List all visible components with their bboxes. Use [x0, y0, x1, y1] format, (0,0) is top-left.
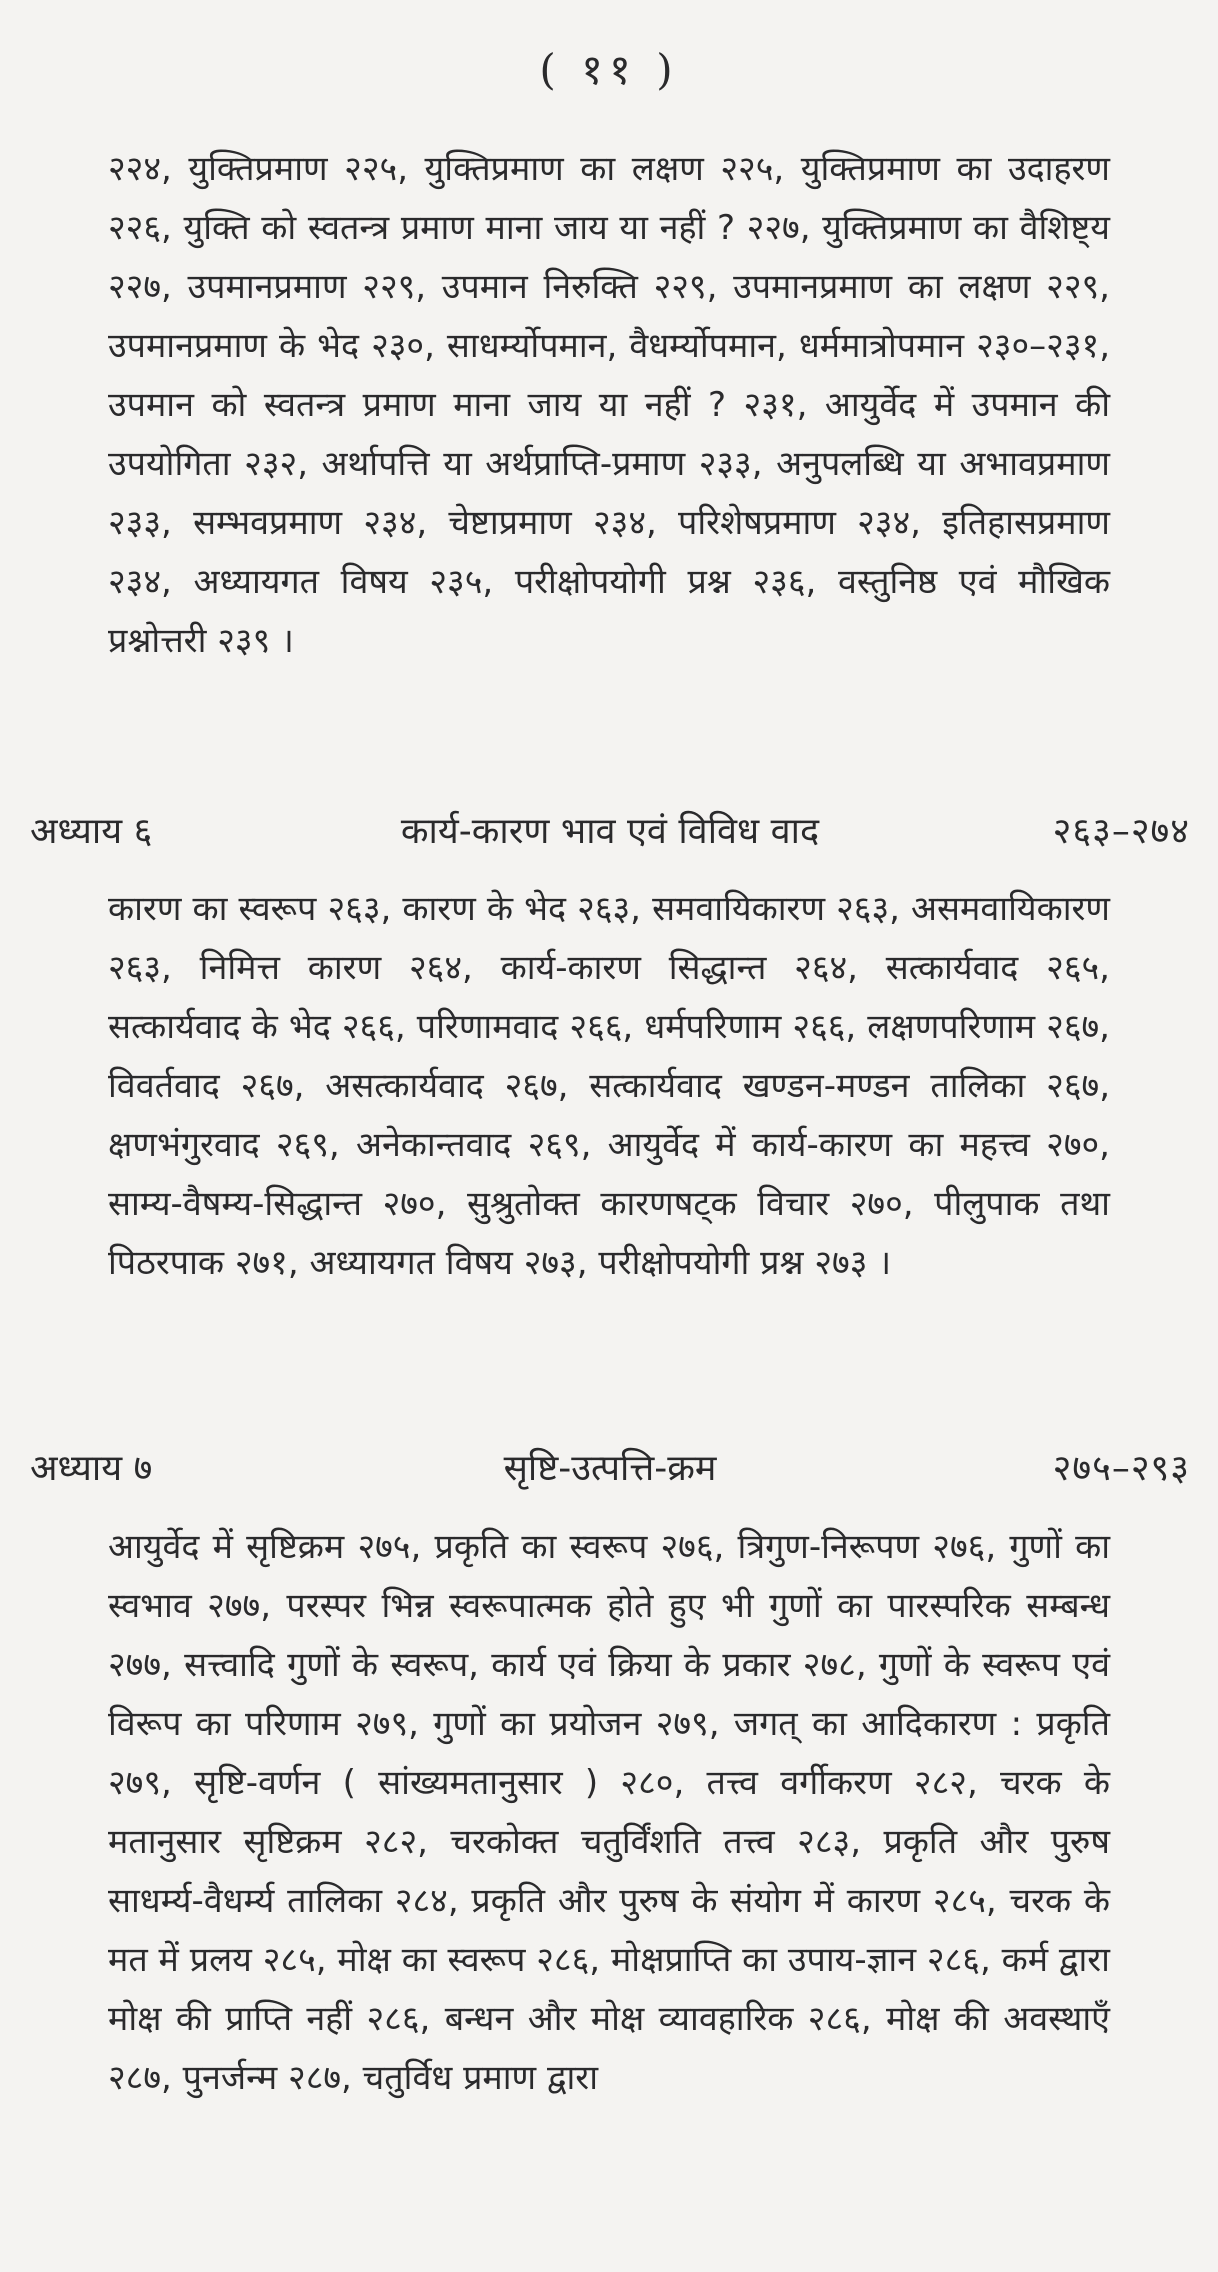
page-number: ( ११ ) [539, 45, 679, 94]
chapter-page-range: २६३–२७४ [1052, 811, 1190, 852]
continued-contents-paragraph: २२४, युक्तिप्रमाण २२५, युक्तिप्रमाण का लक्षण २२५, युक्तिप्रमाण का उदाहरण २२६, युक्ति को स्वतन्त्र प्रमाण माना जाय या नहीं ? २२७, युक्तिप्रमाण का वैशिष्ट्य २२७, उपमानप्रमाण २२९, उपमान निरुक्ति २२९, उपमानप्रमाण का लक्षण २२९, उपमानप्रमाण के भेद २३०, साधर्म्योपमान, वैधर्म्योपमान, धर्ममात्रोपमान २३०–२३१, उपमान को स्वतन्त्र प्रमाण माना जाय या नहीं ? २३१, आयुर्वेद में उपमान की उपयोगिता २३२, अर्थापत्ति या अर्थप्राप्ति-प्रमाण २३३, अनुपलब्धि या अभावप्रमाण २३३, सम्भवप्रमाण २३४, चेष्टाप्रमाण २३४, परिशेषप्रमाण २३४, इतिहासप्रमाण २३४, अध्यायगत विषय २३५, परीक्षोपयोगी प्रश्न २३६, वस्तुनिष्ठ एवं मौखिक प्रश्नोत्तरी २३९ । [108, 149, 1110, 661]
chapter-label: अध्याय ६ [30, 811, 153, 852]
chapter-title: सृष्टि-उत्पत्ति-क्रम [503, 1448, 717, 1489]
chapter-6-contents: कारण का स्वरूप २६३, कारण के भेद २६३, समवायिकारण २६३, असमवायिकारण २६३, निमित्त कारण २६४, कार्य-कारण सिद्धान्त २६४, सत्कार्यवाद २६५, सत्कार्यवाद के भेद २६६, परिणामवाद २६६, धर्मपरिणाम २६६, लक्षणपरिणाम २६७, विवर्तवाद २६७, असत्कार्यवाद २६७, सत्कार्यवाद खण्डन-मण्डन तालिका २६७, क्षणभंगुरवाद २६९, अनेकान्तवाद २६९, आयुर्वेद में कार्य-कारण का महत्त्व २७०, साम्य-वैषम्य-सिद्धान्त २७०, सुश्रुतोक्त कारणषट्क विचार २७०, पीलुपाक तथा पिठरपाक २७१, अध्यायगत विषय २७३, परीक्षोपयोगी प्रश्न २७३ । [108, 889, 1110, 1283]
chapter-label: अध्याय ७ [30, 1448, 153, 1489]
chapter-title: कार्य-कारण भाव एवं विविध वाद [400, 811, 820, 852]
chapter-6-heading [30, 805, 1190, 865]
chapter-7-heading [30, 1442, 1190, 1502]
chapter-7-contents: आयुर्वेद में सृष्टिक्रम २७५, प्रकृति का स्वरूप २७६, त्रिगुण-निरूपण २७६, गुणों का स्वभाव २७७, परस्पर भिन्न स्वरूपात्मक होते हुए भी गुणों का पारस्परिक सम्बन्ध २७७, सत्त्वादि गुणों के स्वरूप, कार्य एवं क्रिया के प्रकार २७८, गुणों के स्वरूप एवं विरूप का परिणाम २७९, गुणों का प्रयोजन २७९, जगत् का आदिकारण : प्रकृति २७९, सृष्टि-वर्णन ( सांख्यमतानुसार ) २८०, तत्त्व वर्गीकरण २८२, चरक के मतानुसार सृष्टिक्रम २८२, चरकोक्त चतुर्विंशति तत्त्व २८३, प्रकृति और पुरुष साधर्म्य-वैधर्म्य तालिका २८४, प्रकृति और पुरुष के संयोग में कारण २८५, चरक के मत में प्रलय २८५, मोक्ष का स्वरूप २८६, मोक्षप्राप्ति का उपाय-ज्ञान २८६, कर्म द्वारा मोक्ष की प्राप्ति नहीं २८६, बन्धन और मोक्ष व्यावहारिक २८६, मोक्ष की अवस्थाएँ २८७, पुनर्जन्म २८७, चतुर्विध प्रमाण द्वारा [108, 1527, 1110, 2098]
chapter-page-range: २७५–२९३ [1052, 1448, 1190, 1489]
